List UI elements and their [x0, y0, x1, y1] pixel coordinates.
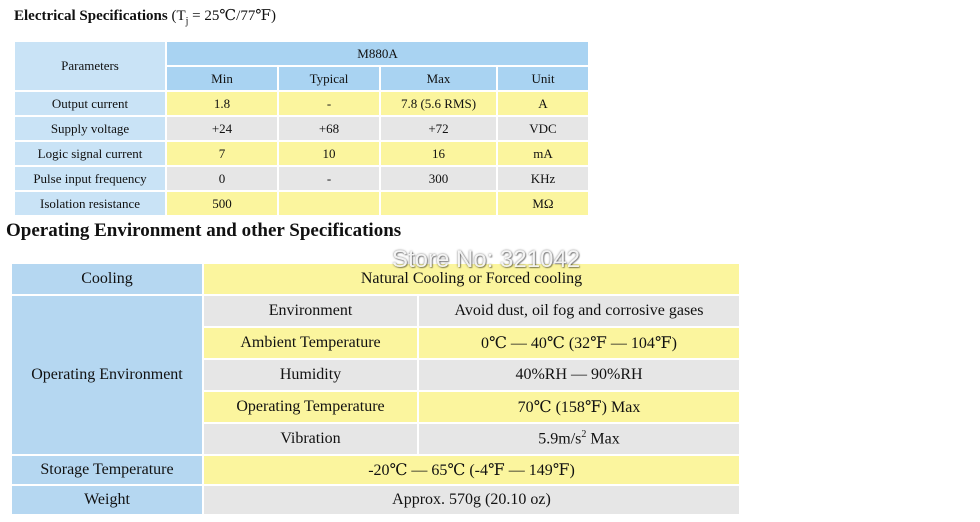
cell-max: 16 [381, 142, 496, 165]
row-label: Logic signal current [15, 142, 165, 165]
environment-specs-table [10, 262, 741, 516]
environment-label: Environment [204, 296, 417, 326]
cell-max [381, 192, 496, 215]
weight-value: Approx. 570g (20.10 oz) [204, 486, 739, 514]
row-label: Output current [15, 92, 165, 115]
operating-temperature-value: 70℃ (158℉) Max [419, 392, 739, 422]
column-header-unit: Unit [498, 67, 588, 90]
store-watermark: Store No: 321042 [392, 246, 581, 273]
table-row [15, 117, 588, 140]
cell-unit: MΩ [498, 192, 588, 215]
cooling-value: Natural Cooling or Forced cooling [204, 264, 739, 294]
cooling-label: Cooling [12, 264, 202, 294]
storage-temperature-value: -20℃ — 65℃ (-4℉ — 149℉) [204, 456, 739, 484]
environment-specs-title: Operating Environment and other Specifications [6, 220, 402, 241]
cell-unit: mA [498, 142, 588, 165]
cell-typical: - [279, 167, 379, 190]
row-label: Supply voltage [15, 117, 165, 140]
cell-unit: KHz [498, 167, 588, 190]
column-header-typical: Typical [279, 67, 379, 90]
table-row [15, 92, 588, 115]
cell-unit: VDC [498, 117, 588, 140]
cell-max: 300 [381, 167, 496, 190]
cell-typical: 10 [279, 142, 379, 165]
cell-typical [279, 192, 379, 215]
cell-max: +72 [381, 117, 496, 140]
cell-typical: +68 [279, 117, 379, 140]
vibration-label: Vibration [204, 424, 417, 454]
cell-min: 7 [167, 142, 277, 165]
table-row [15, 192, 588, 215]
table-row [12, 486, 739, 514]
ambient-temperature-label: Ambient Temperature [204, 328, 417, 358]
operating-temperature-label: Operating Temperature [204, 392, 417, 422]
cell-typical: - [279, 92, 379, 115]
vibration-value: $5.9m/s^2$ Max [419, 424, 739, 454]
ambient-temperature-value: 0℃ — 40℃ (32℉ — 104℉) [419, 328, 739, 358]
temperature-condition: ($T_j$ = 25℃/77℉) [171, 8, 277, 27]
row-label: Pulse input frequency [15, 167, 165, 190]
row-label: Isolation resistance [15, 192, 165, 215]
cell-min: 0 [167, 167, 277, 190]
cell-unit: A [498, 92, 588, 115]
parameters-header: Parameters [15, 42, 165, 90]
electrical-specs-title-main: Electrical Specifications [14, 8, 168, 24]
humidity-label: Humidity [204, 360, 417, 390]
table-row [12, 296, 739, 326]
table-row [12, 264, 739, 294]
cell-min: 500 [167, 192, 277, 215]
cell-min: +24 [167, 117, 277, 140]
cell-min: 1.8 [167, 92, 277, 115]
table-row [15, 167, 588, 190]
table-row [15, 142, 588, 165]
table-row [12, 456, 739, 484]
humidity-value: 40%RH — 90%RH [419, 360, 739, 390]
column-header-max: Max [381, 67, 496, 90]
electrical-specs-title [14, 6, 276, 27]
model-header: M880A [167, 42, 588, 65]
storage-temperature-label: Storage Temperature [12, 456, 202, 484]
cell-max: 7.8 (5.6 RMS) [381, 92, 496, 115]
weight-label: Weight [12, 486, 202, 514]
column-header-min: Min [167, 67, 277, 90]
operating-environment-label: Operating Environment [12, 296, 202, 454]
environment-value: Avoid dust, oil fog and corrosive gases [419, 296, 739, 326]
electrical-specs-table [13, 40, 590, 217]
